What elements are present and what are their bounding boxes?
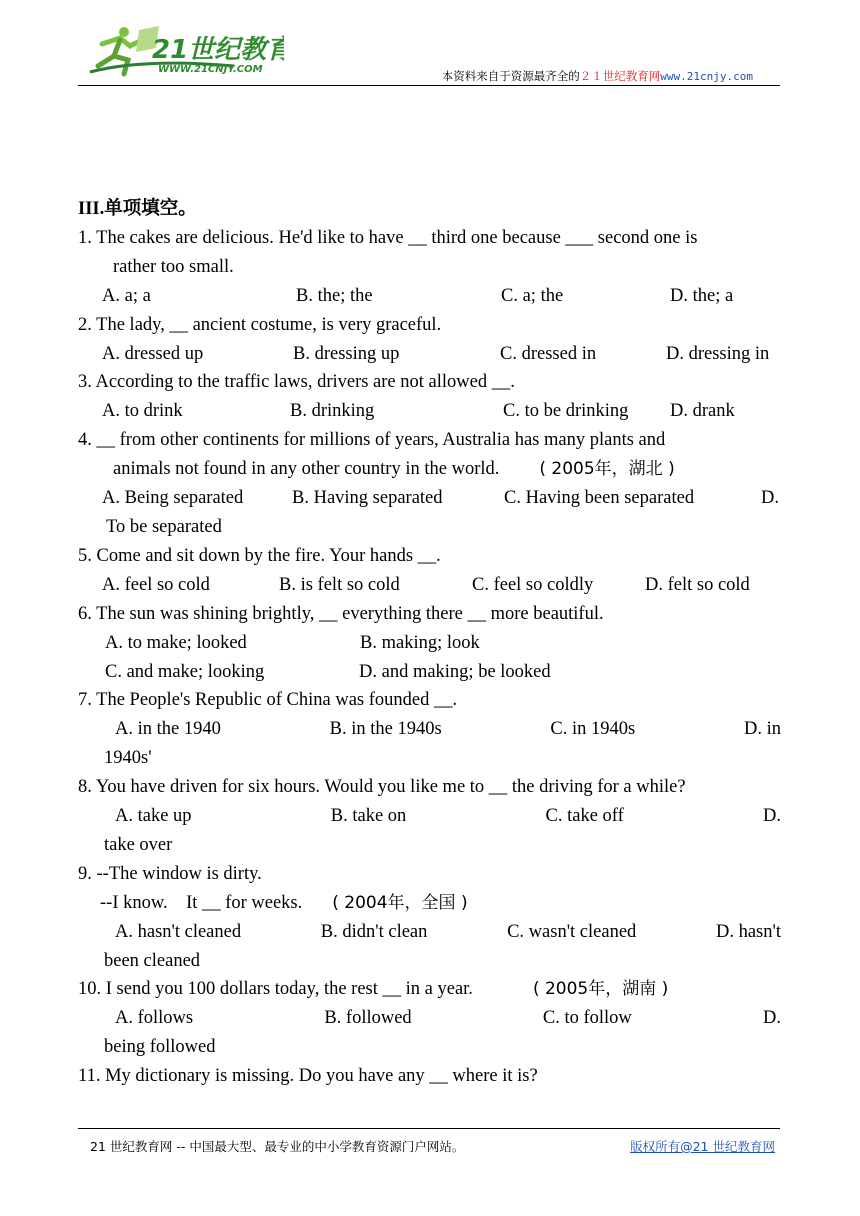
option-d-wrap[interactable]: been cleaned — [104, 950, 201, 971]
option-a[interactable]: A. to make; looked — [105, 632, 247, 653]
option-c[interactable]: C. dressed in — [500, 343, 597, 364]
question-1 — [78, 224, 781, 311]
option-d[interactable]: D. hasn't — [715, 921, 781, 942]
header-note-url[interactable]: www.21cnjy.com — [660, 70, 753, 83]
exercise-content — [78, 195, 781, 1091]
question-stem: 2. The lady, __ ancient costume, is very graceful. — [78, 314, 442, 335]
option-b[interactable]: B. the; the — [296, 285, 373, 306]
option-b[interactable]: B. dressing up — [293, 343, 400, 364]
option-a[interactable]: A. a; a — [102, 285, 151, 306]
option-d[interactable]: D. — [762, 806, 781, 827]
question-5 — [78, 542, 781, 600]
option-d-wrap[interactable]: To be separated — [106, 516, 222, 537]
question-stem: 1. The cakes are delicious. He'd like to have __ third one because ___ second one is — [78, 227, 698, 248]
options-row — [78, 282, 781, 311]
footer-copyright-link[interactable]: 版权所有@21 世纪教育网 — [630, 1139, 775, 1154]
question-stem: 10. I send you 100 dollars today, the rest __ in a year. ( 2005年，湖南 ) — [78, 979, 669, 1000]
question-8 — [78, 773, 781, 860]
question-10 — [78, 975, 781, 1062]
site-logo[interactable] — [84, 22, 284, 78]
option-d-wrap[interactable]: take over — [104, 834, 173, 855]
question-stem: 3. According to the traffic laws, drivers are not allowed __. — [78, 372, 515, 393]
option-a[interactable]: A. Being separated — [102, 488, 244, 509]
header-note-prefix: 本资料来自于资源最齐全的 — [441, 69, 580, 83]
options-row — [78, 571, 781, 600]
option-b[interactable]: B. didn't clean — [320, 921, 428, 942]
question-source: ( 2004年，全国 ) — [332, 892, 468, 913]
options-row — [78, 918, 781, 947]
option-a[interactable]: A. hasn't cleaned — [115, 921, 242, 942]
option-d[interactable]: D. and making; be looked — [359, 661, 551, 682]
option-d[interactable]: D. the; a — [670, 285, 734, 306]
question-2 — [78, 311, 781, 369]
option-c[interactable]: C. and make; looking — [105, 661, 265, 682]
footer-divider — [78, 1128, 780, 1129]
option-c[interactable]: C. to follow — [542, 1008, 632, 1029]
option-c[interactable]: C. to be drinking — [503, 401, 629, 422]
options-row — [78, 802, 781, 831]
question-11 — [78, 1062, 781, 1091]
option-b[interactable]: B. is felt so cold — [279, 574, 400, 595]
option-c[interactable]: C. Having been separated — [504, 488, 695, 509]
running-man-icon — [84, 22, 284, 78]
options-row — [78, 397, 781, 426]
option-b[interactable]: B. drinking — [290, 401, 375, 422]
option-d[interactable]: D. — [761, 488, 779, 509]
options-row — [78, 484, 781, 513]
question-stem: 6. The sun was shining brightly, __ everything there __ more beautiful. — [78, 603, 604, 624]
question-source: ( 2005年，湖北 ) — [539, 459, 675, 480]
footer-site-description: 21 世纪教育网 -- 中国最大型、最专业的中小学教育资源门户网站。 — [90, 1139, 465, 1154]
question-stem-cont: rather too small. — [113, 256, 234, 277]
option-d-wrap[interactable]: 1940s' — [104, 748, 152, 769]
svg-text:WWW.21CNJY.COM: WWW.21CNJY.COM — [158, 64, 263, 75]
option-a[interactable]: A. dressed up — [102, 343, 204, 364]
question-stem: 4. __ from other continents for millions of years, Australia has many plants and — [78, 430, 666, 451]
question-stem: 7. The People's Republic of China was founded __. — [78, 690, 458, 711]
option-a[interactable]: A. to drink — [102, 401, 183, 422]
question-stem: 11. My dictionary is missing. Do you have any __ where it is? — [78, 1066, 538, 1087]
question-source: ( 2005年，湖南 ) — [532, 979, 669, 1000]
option-b[interactable]: B. in the 1940s — [329, 719, 442, 740]
options-row — [78, 715, 781, 744]
header-source-note — [442, 68, 753, 84]
header-divider — [78, 85, 780, 86]
question-4 — [78, 426, 781, 542]
question-3 — [78, 368, 781, 426]
option-b[interactable]: B. making; look — [360, 632, 480, 653]
option-d-wrap[interactable]: being followed — [104, 1037, 216, 1058]
question-stem: 9. --The window is dirty. — [78, 863, 262, 884]
options-row — [78, 340, 781, 369]
options-row — [78, 629, 781, 658]
question-9 — [78, 860, 781, 976]
option-a[interactable]: A. in the 1940 — [115, 719, 221, 740]
question-stem: 8. You have driven for six hours. Would you like me to __ the driving for a while? — [78, 777, 686, 798]
question-stem-cont: animals not found in any other country in the world. ( 2005年，湖北 ) — [113, 459, 675, 480]
option-d[interactable]: D. in — [744, 719, 781, 740]
question-stem: 5. Come and sit down by the fire. Your hands __. — [78, 545, 441, 566]
option-b[interactable]: B. followed — [324, 1008, 412, 1029]
header-note-site: ２１世纪教育网 — [579, 69, 661, 83]
option-a[interactable]: A. take up — [115, 806, 192, 827]
option-c[interactable]: C. take off — [545, 806, 624, 827]
svg-text:21世纪教育: 21世纪教育 — [152, 35, 284, 65]
question-6 — [78, 600, 781, 687]
options-row — [78, 658, 781, 687]
question-7 — [78, 686, 781, 773]
question-stem-cont: --I know. It __ for weeks. ( 2004年，全国 ) — [100, 892, 468, 913]
option-b[interactable]: B. Having separated — [292, 488, 443, 509]
option-b[interactable]: B. take on — [330, 806, 407, 827]
options-row — [78, 1004, 781, 1033]
option-c[interactable]: C. feel so coldly — [472, 574, 594, 595]
option-d[interactable]: D. drank — [670, 401, 735, 422]
option-d[interactable]: D. felt so cold — [645, 574, 750, 595]
option-d[interactable]: D. dressing in — [666, 343, 770, 364]
option-a[interactable]: A. feel so cold — [102, 574, 210, 595]
option-d[interactable]: D. — [763, 1008, 781, 1029]
option-c[interactable]: C. wasn't cleaned — [507, 921, 637, 942]
option-c[interactable]: C. in 1940s — [550, 719, 636, 740]
section-title: III.单项填空。 — [78, 199, 197, 219]
option-c[interactable]: C. a; the — [501, 285, 564, 306]
option-a[interactable]: A. follows — [115, 1008, 194, 1029]
